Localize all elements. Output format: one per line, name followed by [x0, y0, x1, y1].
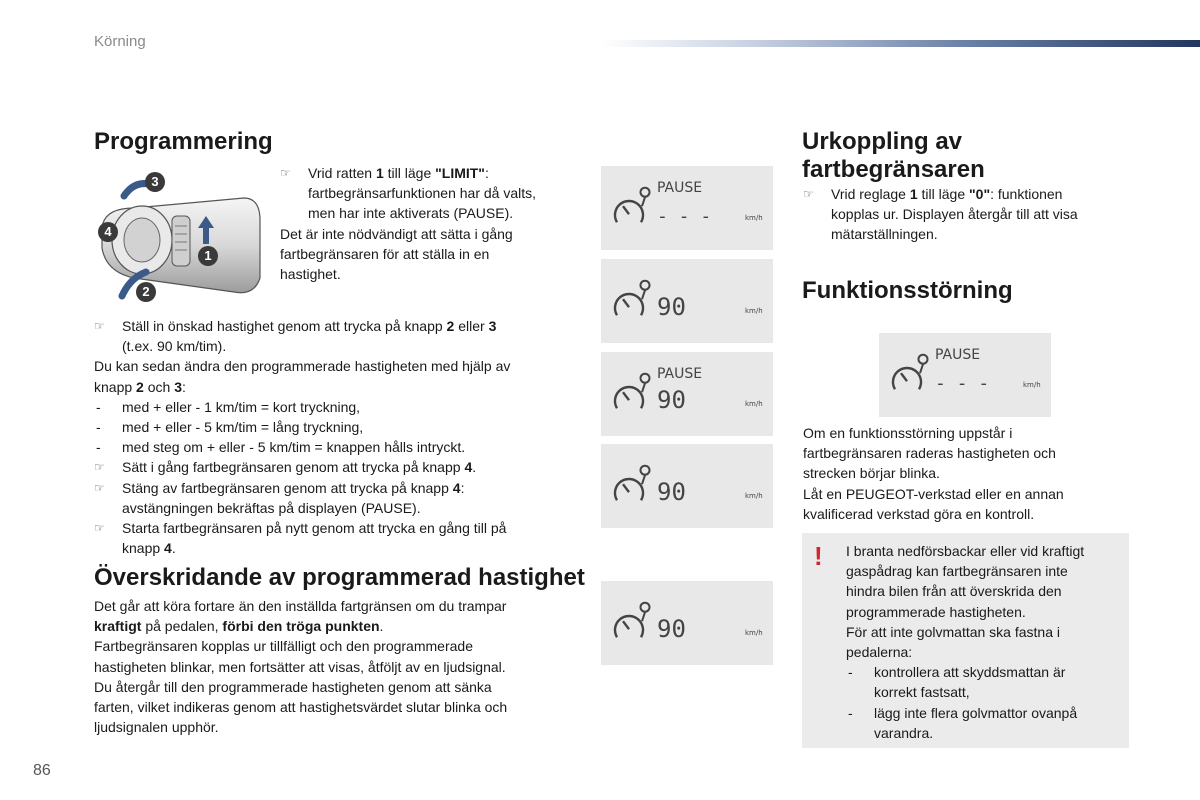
unit-label: km/h: [1023, 381, 1041, 390]
pause-label: PAUSE: [657, 366, 703, 383]
heading-urkoppling: Urkoppling av fartbegränsaren: [802, 128, 985, 183]
speed-value: 90: [657, 386, 686, 415]
unit-label: km/h: [745, 307, 763, 316]
urkoppling-text: [803, 184, 1123, 245]
callout-1: 1: [198, 246, 218, 266]
callout-3: 3: [145, 172, 165, 192]
callout-4: 4: [98, 222, 118, 242]
speed-value: - - -: [935, 373, 990, 395]
heading-overskridande: Överskridande av programmerad hastighet: [94, 564, 585, 591]
text-line: hindra bilen från att överskrida den: [846, 583, 1062, 600]
bullet-item: ☞ Stäng av fartbegränsaren genom att trycka på knapp 4:: [94, 478, 574, 498]
speed-value: 90: [657, 293, 686, 322]
page-number: 86: [33, 762, 51, 779]
unit-label: km/h: [745, 214, 763, 223]
text-line: (t.ex. 90 km/tim).: [122, 338, 227, 355]
text-line: fartbegränsaren för att ställa in en: [280, 245, 490, 262]
pause-label: PAUSE: [935, 347, 981, 364]
speed-limiter-icon: [615, 281, 650, 316]
text-line: I branta nedförsbackar eller vid kraftigt: [846, 543, 1085, 559]
speed-display-3: [601, 352, 773, 436]
text-line: ljudsignalen upphör.: [94, 719, 219, 736]
bullet-item: ☞ Vrid ratten 1 till läge "LIMIT":: [280, 163, 580, 183]
text-line: pedalerna:: [846, 644, 913, 661]
speed-limiter-icon: [615, 188, 650, 223]
warning-text: [846, 541, 1126, 743]
text-line: programmerade hastigheten.: [846, 603, 1026, 620]
text-line: Om en funktionsstörning uppstår i: [803, 425, 1013, 441]
bullet-item: ☞ Ställ in önskad hastighet genom att trycka på knapp 2 eller 3: [94, 316, 574, 336]
header-bar: [600, 40, 1200, 47]
speed-value: 90: [657, 478, 686, 507]
text-line: Du kan sedan ändra den programmerade hastigheten med hjälp av: [94, 358, 511, 375]
text-line: fartbegränsarfunktionen har då valts,: [308, 185, 537, 202]
speed-display-2: [601, 259, 773, 343]
intro-text: [280, 163, 580, 284]
text-line: korrekt fastsatt,: [874, 684, 970, 701]
warning-box: [802, 533, 1129, 748]
text-line: knapp 2 och 3:: [94, 378, 186, 395]
dash-item: - med + eller - 5 km/tim = lång tryckning,: [94, 417, 574, 437]
section-label: Körning: [94, 33, 146, 50]
speed-limiter-icon: [615, 603, 650, 638]
unit-label: km/h: [745, 400, 763, 409]
text-line: knapp 4.: [122, 540, 176, 557]
text-line: fartbegränsaren raderas hastigheten och: [803, 445, 1056, 462]
speed-value: 90: [657, 615, 686, 644]
funktionsstorning-text: [803, 423, 1123, 524]
heading-programmering: Programmering: [94, 128, 273, 155]
text-line: Det är inte nödvändigt att sätta i gång: [280, 225, 513, 242]
speed-display-4: [601, 444, 773, 528]
fault-display: [879, 333, 1051, 417]
text-line: Låt en PEUGEOT-verkstad eller en annan: [803, 485, 1064, 502]
text-line: kraftigt på pedalen, förbi den tröga punkten.: [94, 618, 384, 635]
heading-funktionsstorning: Funktionsstörning: [802, 277, 1013, 304]
dash-item: - med + eller - 1 km/tim = kort tryckning,: [94, 397, 574, 417]
text-line: Det går att köra fortare än den inställda fartgränsen om du trampar: [94, 598, 507, 614]
warning-icon: !: [814, 541, 823, 571]
text-line: avstängningen bekräftas på displayen (PAUSE).: [122, 499, 421, 516]
pause-label: PAUSE: [657, 180, 703, 197]
text-line: gaspådrag kan fartbegränsaren inte: [846, 563, 1068, 580]
bullet-item: ☞ Vrid reglage 1 till läge "0": funktionen: [803, 184, 1123, 204]
cruise-stalk-illustration: [94, 168, 266, 308]
text-line: Fartbegränsaren kopplas ur tillfälligt och den programmerade: [94, 638, 473, 655]
speed-limiter-icon: [615, 374, 650, 409]
bullet-item: ☞ Sätt i gång fartbegränsaren genom att trycka på knapp 4.: [94, 457, 574, 477]
text-line: hastighet.: [280, 266, 341, 283]
text-line: Du återgår till den programmerade hastigheten genom att sänka: [94, 678, 492, 695]
bullet-item: ☞ Starta fartbegränsaren på nytt genom att trycka en gång till på: [94, 518, 574, 538]
text-line: För att inte golvmattan ska fastna i: [846, 623, 1060, 640]
text-line: kvalificerad verkstad göra en kontroll.: [803, 505, 1035, 522]
dash-item: - lägg inte flera golvmattor ovanpå: [846, 703, 1126, 723]
speed-limiter-icon: [893, 355, 928, 390]
text-line: farten, vilket indikeras genom att hastighetsvärdet slutar blinka och: [94, 699, 508, 716]
text-line: kopplas ur. Displayen återgår till att visa: [831, 206, 1078, 223]
unit-label: km/h: [745, 629, 763, 638]
unit-label: km/h: [745, 492, 763, 501]
speed-value: - - -: [657, 206, 712, 228]
speed-display-5: [601, 581, 773, 665]
speed-display-1: [601, 166, 773, 250]
dash-item: - med steg om + eller - 5 km/tim = knappen hålls intryckt.: [94, 437, 574, 457]
dash-item: - kontrollera att skyddsmattan är: [846, 662, 1126, 682]
steps-text: [94, 316, 574, 558]
speed-limiter-icon: [615, 466, 650, 501]
text-line: mätarställningen.: [831, 226, 938, 243]
overskridande-text: [94, 596, 574, 737]
text-line: varandra.: [874, 724, 934, 741]
text-line: men har inte aktiverats (PAUSE).: [308, 205, 514, 222]
callout-2: 2: [136, 282, 156, 302]
text-line: strecken börjar blinka.: [803, 465, 940, 482]
text-line: hastigheten blinkar, men fortsätter att visas, åtföljt av en ljudsignal.: [94, 658, 506, 675]
